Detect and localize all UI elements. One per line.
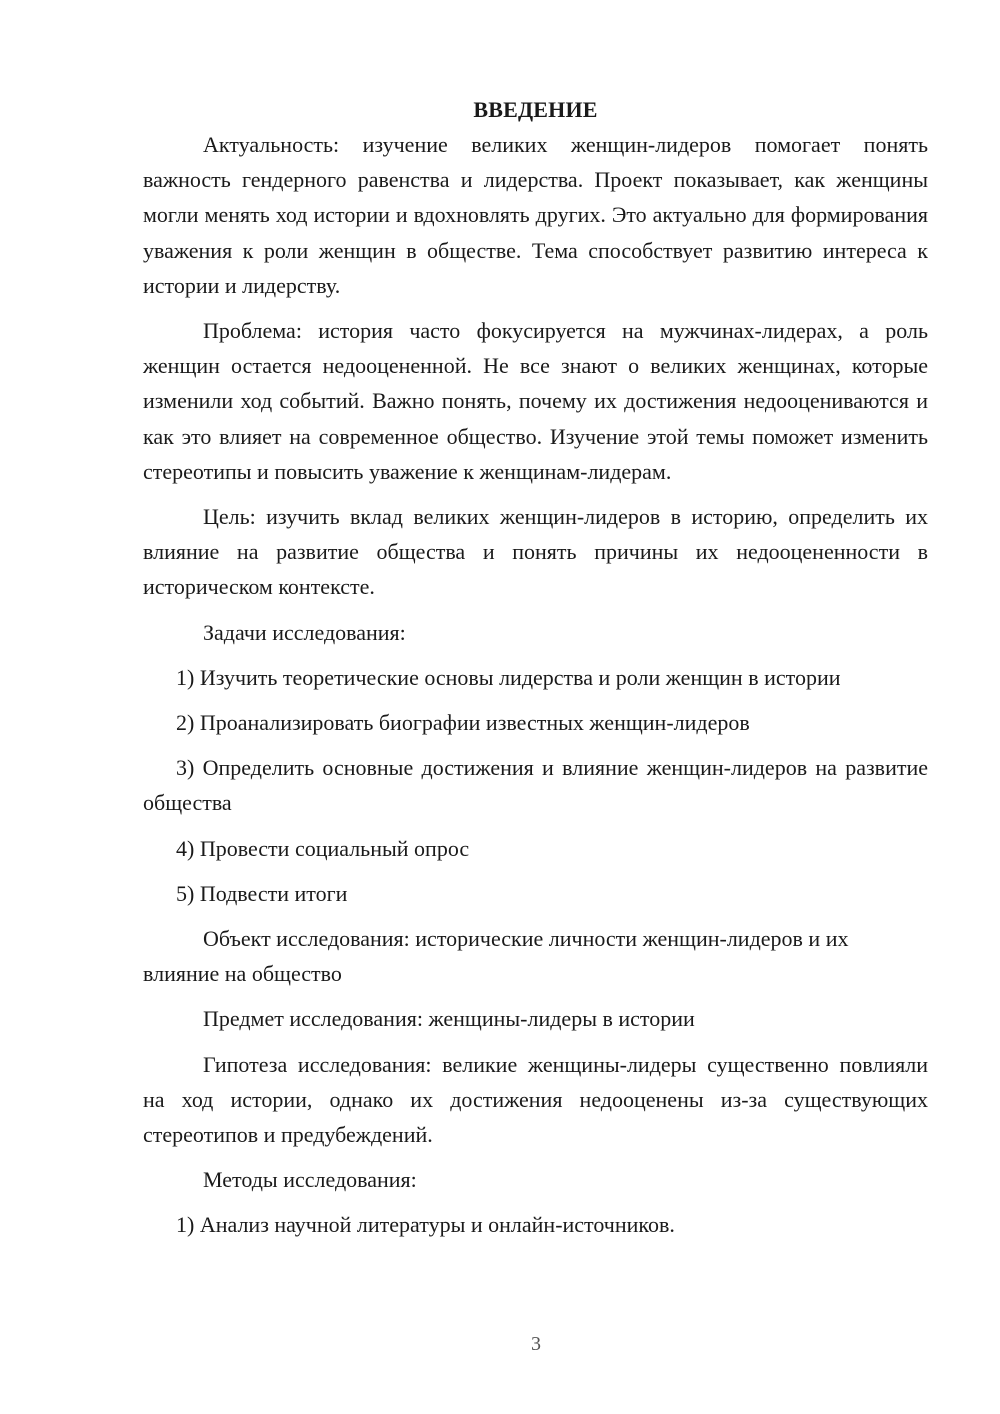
methods-heading: Методы исследования: [203, 1167, 417, 1193]
page-number: 3 [531, 1333, 541, 1355]
hypothesis-paragraph: Гипотеза исследования: великие женщины-лидеры существенно повлияли на ход истории, однако их достижения недооценены из-за существующих стереотипов и предубеждений. [143, 1051, 928, 1148]
task-item: 2) Проанализировать биографии известных женщин-лидеров [176, 710, 750, 736]
tasks-heading: Задачи исследования: [203, 619, 406, 645]
subject-paragraph: Предмет исследования: женщины-лидеры в истории [203, 1006, 695, 1032]
task-item: 1) Изучить теоретические основы лидерства и роли женщин в истории [176, 664, 841, 690]
document-page [143, 92, 928, 1253]
goal-paragraph: Цель: изучить вклад великих женщин-лидеров в историю, определить их влияние на развитие общества и понять причины их недооцененности в историческом контексте. [143, 504, 928, 600]
method-item: 1) Анализ научной литературы и онлайн-источников. [176, 1212, 675, 1238]
problem-paragraph: Проблема: история часто фокусируется на мужчинах-лидерах, а роль женщин остается недооцененной. Не все знают о великих женщинах, которые изменили ход событий. Важно понять, почему их достижения недооцениваются и как это влияет на современное общество. Изучение этой темы поможет изменить стереотипы и повысить уважение к женщинам-лидерам. [143, 318, 928, 484]
relevance-paragraph: Актуальность: изучение великих женщин-лидеров помогает понять важность гендерного равенства и лидерства. Проект показывает, как женщины могли менять ход истории и вдохновлять других. Это актуально для формирования уважения к роли женщин в обществе. Тема способствует развитию интереса к истории и лидерству. [143, 132, 928, 298]
task-item: 5) Подвести итоги [176, 880, 348, 906]
task-item: 3) Определить основные достижения и влияние женщин-лидеров на развитие общества [143, 755, 928, 816]
task-item: 4) Провести социальный опрос [176, 835, 470, 861]
section-title: ВВЕДЕНИЕ [473, 97, 598, 122]
object-paragraph: Объект исследования: исторические личности женщин-лидеров и их влияние на общество [143, 926, 849, 987]
